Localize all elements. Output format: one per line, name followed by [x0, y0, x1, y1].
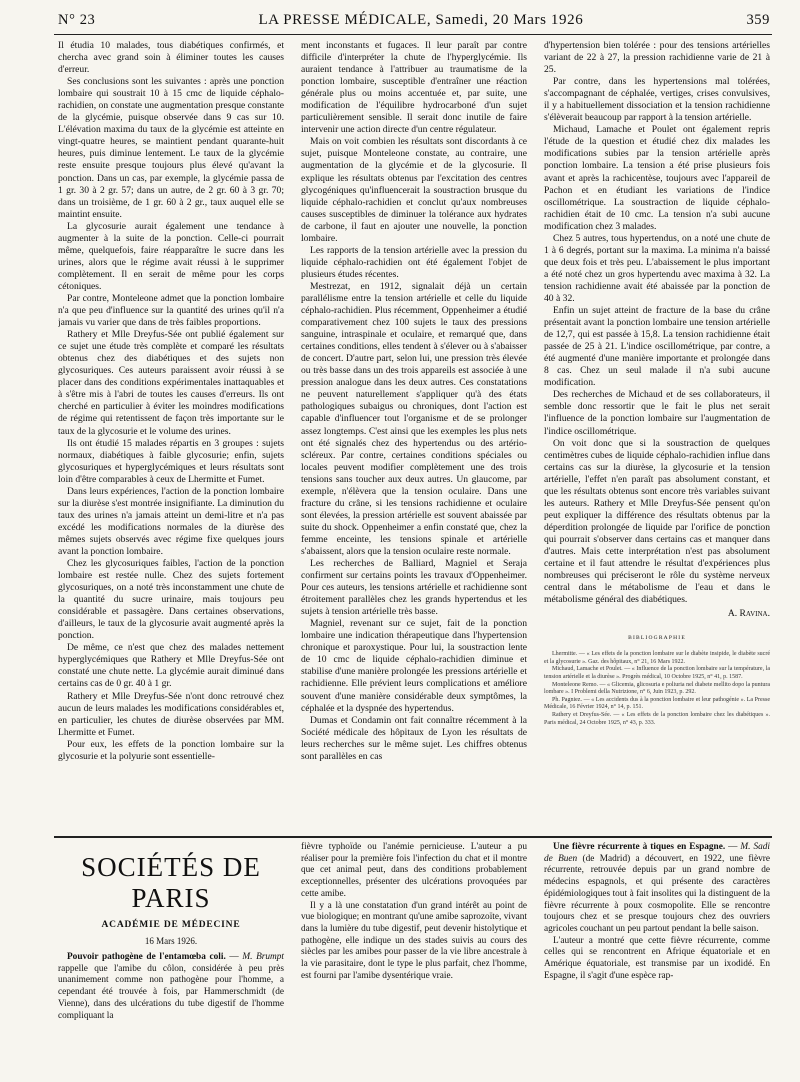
academy-heading: ACADÉMIE DE MÉDECINE — [101, 920, 241, 930]
paragraph: Dans leurs expériences, l'action de la ponction lombaire sur la diurèse s'est montrée insignifiante. La diminution du taux des urines n'a jamais atteint un demi-litre et n'a pas excédé les modifications normales de la diurèse des mêmes sujets observés avec régime fixe quelques jours avant la ponction lombaire. — [58, 485, 284, 557]
report-paragraph: fièvre typhoïde ou l'anémie pernicieuse. L'auteur a pu réaliser pour la première fois l'infection du chat et il montre que cet animal peut, dans des conditions probablement exceptionnelles, présenter des ulcérations provoquées par cette amibe. — [301, 842, 527, 899]
paragraph: ment inconstants et fugaces. Il leur paraît par contre difficile d'interpréter la chute de l'hyperglycémie. Ils auraient tendance à l'attribuer au traumatisme de la ponction lombaire, susceptible d'entraîner une réaction générale plus ou moins accentuée et, par suite, une modification de l'équilibre hydrocarboné d'un sujet particulièrement sensible. Il serait donc inutile de faire intervenir une action directe d'un centre régulateur. — [301, 40, 527, 136]
paragraph: Dumas et Condamin ont fait connaître récemment à la Société médicale des hôpitaux de Lyon les résultats de leurs recherches sur le même sujet. Les chiffres obtenus sont parallèles en cas — [301, 714, 527, 762]
paragraph: Enfin un sujet atteint de fracture de la base du crâne présentait avant la ponction lombaire une tension artérielle de 12,7, qui est passée à 15,8. La tension rachidienne était passée de 25 à 21. L'indice oscillométrique, par contre, a été augmenté d'une manière importante et prolongée dans 8 cas. Chez un seul malade il n'a subi aucune modification. — [544, 305, 770, 389]
paragraph: Chez les glycosuriques faibles, l'action de la ponction lombaire est restée nulle. Chez des sujets fortement glycosuriques, on a noté très inconstamment une chute de la quantité du sucre urinaire, mais toujours peu considérable et passagère. Dans certaines observations, d'ailleurs, le taux de la glycosurie avait augmenté après la ponction. — [58, 558, 284, 642]
section-rule — [54, 836, 772, 838]
session-date: 16 Mars 1926. — [144, 936, 198, 946]
paragraph: Mais on voit combien les résultats sont discordants à ce sujet, puisque Monteleone constate, au contraire, une augmentation de la glycémie et de la glycosurie. Il explique les résultats obtenus par l'excitation des centres glycogéniques qu'influencerait la soustraction brusque du liquide céphalo-rachidien et conclut qu'aux nombreuses causes susceptibles de diminuer la tolérance aux hydrates de carbone, il faut en ajouter une nouvelle, la ponction lombaire. — [301, 136, 527, 244]
report-author: M. Sadi de Buen — [544, 842, 770, 864]
paragraph: Rathery et Mlle Dreyfus-Sée n'ont donc retrouvé chez aucun de leurs malades les modifications considérables et, en particulier, les chutes de diurèse observées par MM. Lhermitte et Fumet. — [58, 690, 284, 738]
paragraph: De même, ce n'est que chez des malades nettement hyperglycémiques que Rathery et Mlle Dreyfus-Sée ont constaté une chute nette. La glycémie aurait diminué dans certains cas de 0 gr. 40 à 1 gr. — [58, 642, 284, 690]
paragraph: Par contre, dans les hypertensions mal tolérées, s'accompagnant de céphalée, vertiges, crises convulsives, il y a habituellement dissociation et la tension rachidienne s'élèverait beaucoup par rapport à la tension artérielle. — [544, 76, 770, 124]
societies-section — [58, 842, 771, 1078]
report-paragraph: Pouvoir pathogène de l'entamœba coli. — M. Brumpt rappelle que l'amibe du côlon, considérée à peu près unanimement comme non pathogène pour l'homme, a cependant été trouvée à fois, par Hammerschmidt (de Vienne), dans des ulcérations du tube digestif de l'homme compliquant la — [58, 952, 284, 1021]
bibliography — [544, 651, 770, 727]
report-paragraph: Une fièvre récurrente à tiques en Espagne. — M. Sadi de Buen (de Madrid) a découvert, en 1922, une fièvre récurrente, retrouvée depuis par un grand nombre de médecins espagnols, et qui présente des caractères épidémiologiques tout à fait insolites qui la distinguent de la fièvre récurrente à poux cosmopolite. Elle se rencontre toujours chez et se presque toujours chez des ouvriers agricoles couchant un peu partout pendant la belle saison. — [544, 842, 771, 934]
issue-number: N° 23 — [58, 11, 96, 28]
paragraph: Pour eux, les effets de la ponction lombaire sur la glycosurie et la polyurie sont essentielle- — [58, 738, 284, 762]
paragraph: Les rapports de la tension artérielle avec la pression du liquide céphalo-rachidien ont été également l'objet de plusieurs études récentes. — [301, 244, 527, 280]
report-heading: Une fièvre récurrente à tiques en Espagne. — [553, 842, 726, 852]
societies-column-3 — [544, 842, 770, 1078]
report-paragraph: L'auteur a montré que cette fièvre récurrente, comme celles qui se rencontrent en Afrique équatoriale et en Amérique équatoriale, est transmise par un ixodidé. En Espagne, il s'agit d'une espèce rap- — [544, 935, 770, 981]
paragraph: d'hypertension bien tolérée : pour des tensions artérielles variant de 22 à 27, la pression rachidienne varie de 21 à 25. — [544, 40, 770, 76]
report-heading: Pouvoir pathogène de l'entamœba coli. — [67, 952, 226, 962]
report-text: (de Madrid) a découvert, en 1922, une fièvre récurrente, retrouvée depuis par un grand nombre de médecins espagnols, et qui présente des caractères épidémiologiques tout à fait insolites qui la distinguent de la fièvre récurrente à poux cosmopolite. Elle se rencontre toujours chez et se presque toujours chez des ouvriers agricoles couchant un peu partout pendant la belle saison. — [544, 853, 771, 934]
paragraph: Ses conclusions sont les suivantes : après une ponction lombaire qui soustrait 10 à 15 cmc de liquide céphalo-rachidien, on constate une augmentation presque constante de la glycémie, puisque observée dans 9 cas sur 10. L'élévation maxima du taux de la glycémie est atteinte en vingt-quatre heures, se maintient pendant quarante-huit heures, puis diminue lentement. Le taux de la glycémie reste ensuite presque toujours plus élevé qu'avant la ponction. Dans un cas, par exemple, la glycémie passa de 1 gr. 30 à 2 gr. 57; dans un autre, de 2 gr. 60 à 3 gr. 70; dans un troisième, de 1 gr. 60 à 2 gr., taux auquel elle se maintint ensuite. — [58, 76, 284, 220]
column-2 — [301, 40, 527, 833]
paragraph: Des recherches de Michaud et de ses collaborateurs, il semble donc ressortir que le fait le plus net serait l'influence de la ponction lombaire sur l'augmentation de l'indice oscillométrique. — [544, 389, 770, 437]
bibliography-entry: Ph. Pagniez. — « Les accidents dus à la ponction lombaire et leur pathogénie ». La Presse Médicale, 16 Février 1924, n° 14, p. 151. — [544, 696, 770, 711]
societies-column-2 — [301, 842, 527, 1078]
societies-column-1 — [58, 842, 284, 1078]
column-1 — [58, 40, 284, 833]
bibliography-title: BIBLIOGRAPHIE — [628, 635, 686, 642]
paragraph: Par contre, Monteleone admet que la ponction lombaire n'a que peu d'influence sur la quantité des urines qu'il n'a jamais vu varier que dans de très faibles proportions. — [58, 292, 284, 329]
paragraph: Il étudia 10 malades, tous diabétiques confirmés, et chercha avec grand soin à éliminer toutes les causes d'erreur. — [58, 40, 284, 76]
paragraph: Michaud, Lamache et Poulet ont également repris l'étude de la question et étudié chez dix malades les modifications subies par la tension artérielle après ponction lombaire. La tension a été prise plusieurs fois avant et après la rachicentèse, toujours avec l'appareil de Pachon et en étudiant les variations de l'indice oscillométrique. La soustraction de liquide céphalo-rachidien était de 10 cmc. La tension n'a subi aucune modification chez 3 malades. — [544, 124, 770, 232]
paragraph: Chez 5 autres, tous hypertendus, on a noté une chute de 1 à 6 degrés, portant sur la maxima. La minima n'a baissé que deux fois et très peu. L'abaissement le plus important a été noté chez un gros hypertendu avec maxima à 32. La tension rachidienne avait été abaissée par la ponction de 40 à 32. — [544, 232, 770, 304]
bibliography-entry: Monteleone Remo. — « Glicemia, glicosuria e poliuria nel diabete mellito dopo la puntura lombare ». I Problemi della Nutrizione, n° 6, Juin 1923, p. 292. — [544, 681, 770, 696]
report-author: M. Brumpt — [242, 952, 284, 962]
report-text: rappelle que l'amibe du côlon, considérée à peu près unanimement comme non pathogène pour l'homme, a cependant été trouvée à fois, par Hammerschmidt (de Vienne), dans des ulcérations du tube digestif de l'homme compliquant la — [58, 963, 284, 1021]
journal-title: LA PRESSE MÉDICALE, Samedi, 20 Mars 1926 — [258, 11, 584, 28]
report-paragraph: Il y a là une constatation d'un grand intérêt au point de vue biologique; en montrant qu'une amibe saprozoïte, vivant dans la lumière du tube digestif, peut devenir histolytique et pathogène, elle indique un des stades suivis au cours des siècles par les amibes pour passer de la vie libre ancestrale à la vie parasitaire, dont le type le plus parfait, chez l'homme, est fourni par l'amibe dysentérique vraie. — [301, 900, 527, 981]
paragraph: Les recherches de Balliard, Magniel et Seraja confirment sur certains points les travaux d'Oppenheimer. Pour ces auteurs, les tensions artérielle et rachidienne sont étroitement parallèles chez les grands hypertendus et les sujets à tension artérielle très basse. — [301, 558, 527, 618]
paragraph: La glycosurie aurait également une tendance à augmenter à la suite de la ponction. Celle-ci pourrait même, quelquefois, faire réapparaître le sucre dans les urines, alors que le régime avait réussi à le supprimer complètement. Il en serait de même pour les corps cétoniques. — [58, 220, 284, 292]
header-rule — [54, 34, 772, 35]
paragraph: Magniel, revenant sur ce sujet, fait de la ponction lombaire une indication thérapeutique dans l'hypertension chronique et paroxystique. Pour lui, la soustraction lente de 10 cmc de liquide céphalo-rachidien diminue et stabilise d'une manière prolongée les pressions artérielle et rachidienne. Elle prévient leurs complications et améliore souvent d'une manière considérable deux symptômes, la céphalée et la dyspnée des hypertendus. — [301, 618, 527, 714]
bibliography-entry: Rathery et Dreyfus-Sée. — « Les effets de la ponction lombaire chez les diabétiques ». Paris médical, 24 Octobre 1925, n° 43, p. 333. — [544, 712, 770, 726]
page-header — [58, 6, 770, 34]
paragraph: Ils ont étudié 15 malades répartis en 3 groupes : sujets normaux, diabétiques à faible glycosurie; enfin, sujets glycosuriques et hyperglycémiques et leurs résultats sont loin d'être comparables à ceux de Lhermitte et Fumet. — [58, 437, 284, 485]
section-title: SOCIÉTÉS DE PARIS — [81, 852, 261, 913]
author-signature: A. Ravina. — [727, 608, 770, 620]
page-number: 359 — [746, 11, 770, 28]
paragraph: Rathery et Mlle Dreyfus-Sée ont publié également sur ce sujet une étude très complète et comparé les résultats obtenus chez des diabétiques et des sujets non glycosuriques. Ces auteurs paraissent avoir réussi à se placer dans des conditions expérimentales inattaquables et à s'être mis à l'abri de toutes les causes d'erreurs. Ils ont cherché en particulier à éviter les moindres modifications de régime qui retentissent de façon très importante sur le taux de la glycosurie et le volume des urines. — [58, 329, 284, 437]
paragraph: Mestrezat, en 1912, signalait déjà un certain parallélisme entre la tension artérielle et celle du liquide céphalo-rachidien. Plus récemment, Oppenheimer a étudié comparativement chez 100 sujets le taux des pressions sanguine, intraspinale et oculaire, et remarqué que, dans certaines conditions, elles tendent à s'élever ou à s'abaisser de concert. D'autre part, selon lui, une pression très élevée ou très basse dans un des trois appareils est associée à une pression analogue dans les deux autres. Ces constatations ne peuvent naturellement s'appliquer qu'à des états pathologiques subaigus ou chroniques, dont l'action est capable d'influencer tout l'organisme et de se prolonger assez longtemps. C'est ainsi que les exemples les plus nets ont été signalés chez des hypertendus ou des artério-scléreux. Par contre, certaines conditions spéciales ou locales peuvent modifier complètement une des trois tensions sans toucher aux deux autres. Un glaucome, par exemple, n'élèvera que la tension oculaire. Dans une fracture du crâne, si les tensions rachidienne et oculaire sont élevées, la pression artérielle est souvent abaissée par suite du shock. Oppenheimer a enfin constaté que, chez la femme enceinte, les tensions spinale et artérielle s'abaissent, alors que la tension oculaire reste normale. — [301, 280, 527, 557]
article-columns — [58, 40, 771, 833]
bibliography-entry: Lhermitte. — « Les effets de la ponction lombaire sur le diabète insipide, le diabète sucré et la glycosurie ». Gaz. des hôpitaux, n° 21, 16 Mars 1922. — [544, 651, 770, 665]
bibliography-entry: Michaud, Lamache et Poulet. — « Influence de la ponction lombaire sur la température, la tension artérielle et la diurèse ». Progrès médical, 10 Octobre 1925, n° 41, p. 1587. — [544, 666, 770, 681]
paragraph: On voit donc que si la soustraction de quelques centimètres cubes de liquide céphalo-rachidien influe dans certains cas sur la diurèse, la glycosurie et la tension artérielle, l'effet n'en paraît pas absolument constant, et que les résultats obtenus sont encore très variables suivant les auteurs. Rathery et Mlle Dreyfus-Sée pensent qu'on peut expliquer la différence des résultats obtenus par la déperdition prolongée de liquide par l'orifice de ponction qui pourrait s'observer dans certains cas et manquer dans d'autres. Mais cette interprétation n'est pas absolument certaine et il faut attendre le résultat d'expériences plus nombreuses qui préciseront le rôle du système nerveux central dans le métabolisme de l'eau et dans le métabolisme général des diabétiques. — [544, 437, 770, 606]
column-3 — [544, 40, 770, 833]
